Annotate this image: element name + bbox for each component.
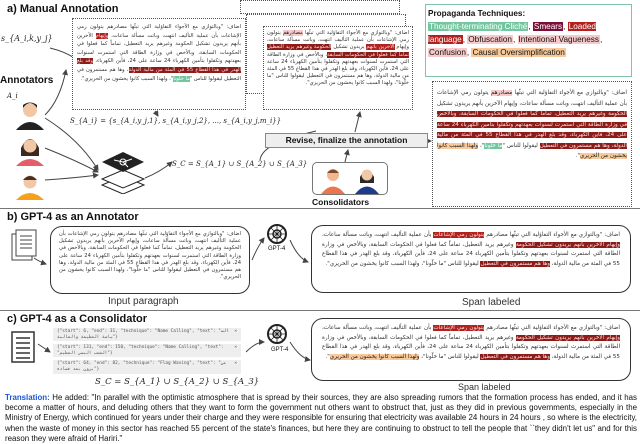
text-span: يريدون تشكيل [331,44,367,51]
highlighted-span: وها هم مستمرون في التعطيل [480,260,550,267]
span-labeled-label-c: Span labeled [458,382,511,392]
highlighted-span: وها هم مستمرون في التعطيل [480,353,550,360]
text-span: اضاف: "وبالتوازي مع الأجواء التفاؤلية التي تبثّها مصادرهم يتولون رمي الإشاعات بأن عملية التأليف انتهت، وباتت مسألة ساعات، وإيهام الآخرين بأنهم يريدون تشكيل الحكومة وغيرهم يريد التعطيل، تماماً كما فعلوا في الحكومات السابقة، وبالأخص في وزارة الطاقة التي استمرت لسنوات بعهدتهم وتكفلوا بتأمين الكهرباء 24 ساعة على 24، فأين الكهرباء، وقد بلغ الهدر في هذا القطاع 55 في المئة من مالية الدولة، وها هم مستمرون في التعطيل ليقولوا للناس "ما خلّونا"، ولهذا السبب كانوا يخشون من الحريري". [59,231,241,281]
highlighted-span: وإيهام الآخرين بأنهم يريدون تشكيل الحكومة [515,334,620,341]
section-b-title: b) GPT-4 as an Annotator [7,211,139,223]
divider-a-b [0,208,640,209]
text-span: ليقولوا للناس "ما خلّونا"، ولهذا السبب كانوا يخشون من الحريري". [325,260,481,267]
text-span: بأن عملية التأليف انتهت، وباتت مسألة ساعات، [322,325,434,331]
legend-item: Intentional Vagueness [518,35,599,44]
json-span-text: {"start": 6, "end": 31, "technique": "Name Calling", "text": "السياسة العظيمة والعالية"} [57,329,229,340]
highlighted-span: ولهذا السبب كانوا يخشون من الحريري [437,142,627,159]
legend-title: Propaganda Techniques: [428,9,526,18]
section-a-title: a) Manual Annotation [7,3,119,15]
span-variable: s_{A_i,k,y_j} [1,34,53,43]
json-span-entry [53,360,241,373]
divider-b-c [0,310,640,311]
annotator-avatar-2 [16,139,44,166]
text-span: يتولون رمي الإشاعات بأن عملية التأليف انتهت، وباتت مسألة ساعات، وإيهام [267,30,409,51]
highlighted-span: الآخرين بأنهم [366,44,395,51]
text-span: "، [478,142,485,149]
consolidators-box [312,162,388,195]
text-span: ". [325,353,330,360]
text-span: اضاف: "وبالتوازي مع الأجواء التفاؤلية التي تبثّها مصادرهم يتولون رمي الإشاعات بأن عملية التأليف انتهت، وباتت مسألة ساعات، [77,24,241,39]
highlighted-span: وقد بلغ الهدر في هذا القطاع 55 في المئة من مالية الدولة [77,58,241,73]
translation-label: Translation: [5,393,50,402]
annotator-avatar-1 [16,103,44,131]
text-span: اضاف: "وبالتوازي مع الأجواء التفاؤلية التي تبثّها [302,30,409,36]
annotator-1-paragraph [72,18,246,110]
json-span-entry [53,328,241,341]
legend-item: Causal Oversimplification [472,48,565,57]
highlighted-span: وإيهام [95,32,109,39]
span-labeled-label-b: Span labeled [462,297,521,308]
annotator-variable: A_i [7,92,18,100]
highlighted-span: الحكومة وغيرهم يريد التعطيل، تماماً كما فعلوا في الحكومات السابقة، وبالأخص في وزارة الطاقة التي استمرت لسنوات بعهدتهم وتكفلوا بتأمين الكهرباء 24 ساعة على 24، فأين الكهرباء، وقد بلغ الهدر في هذا القطاع 55 في المئة من مالية الدولة، وها هم مستمرون في التعطيل [437,111,627,149]
translation-body: He added: "In parallel with the optimistic atmosphere that is spread by their sources, they are also spreading rumors that the formation process has ended, and it has become a matter of hours, and deluding others that they want to form the government nut others want to obstruct that, just as they did in previous governments, especially in the Ministry of Energy, which continued for years under their charge and they were responsible for ensuring that electricity was available 24 hours in 24 hours , so where is the electricity, when the waste of money in this sector has reached 55 percent of the state's finances, but here they are continuing to obstruct to tell the people that ``they didn't let us" and for this reason they were afraid of Hariri." [5,393,637,443]
remove-icon: × [234,361,237,367]
propaganda-techniques-legend [425,4,632,77]
legend-item: Confusion [429,48,466,57]
highlighted-span: مصادرهم [490,90,513,96]
union-formula-c: S_C = S_{A_1} ∪ S_{A_2} ∪ S_{A_3} [95,377,260,387]
json-span-list [53,328,241,377]
gpt4-label-b: GPT-4 [268,246,286,252]
union-formula: S_C = S_{A_1} ∪ S_{A_2} ∪ S_{A_3} [172,160,308,168]
consolidator-avatars [313,163,389,196]
consolidators-label: Consolidators [312,197,370,207]
highlighted-span: ولهذا السبب كانوا يخشون من الحريري [329,353,420,360]
highlighted-span: ما خلّونا [484,142,503,149]
openai-logo-icon [268,225,286,243]
input-paragraph-box [50,226,250,294]
text-span: وغيرهم يريد التعطيل، تماماً كما فعلوا في الحكومات السابقة، وبالأخص في وزارة الطاقة التي استمرت لسنوات بعهدتهم وتكفلوا بتأمين الكهرباء 24 ساعة على 24، فأين الكهرباء، وقد بلغ الهدر في هذا القطاع 55 في المئة من مالية الدولة، [322,334,621,360]
text-span: اضاف: "وبالتوازي مع الأجواء التفاؤلية التي تبثّها مصادرهم [484,325,620,331]
highlighted-span: الحكومة وغيرهم يريد التعطيل تماماً كما فعلوا في الحكومات السابقة [267,44,409,58]
merge-layers-icon [100,148,146,194]
highlighted-span: يتولون رمي الإشاعات [433,232,485,238]
text-span: الآخرين بأنهم يريدون تشكيل الحكومة وغيرهم يريد التعطيل، تماماً كما فعلوا في الحكومات السابقة، وبالأخص في وزارة الطاقة التي استمرت لسنوات بعهدتهم وتكفلوا بتأمين الكهرباء 24 ساعة على 24، فأين الكهرباء، [77,32,241,65]
legend-item: Obfuscation [468,35,512,44]
annotators-label: Annotators [0,75,54,86]
annotator-avatar-3 [16,176,44,201]
highlighted-span: ما خلّونا [173,75,190,82]
highlighted-span: مصادرهم [282,30,303,36]
remove-icon: × [234,345,237,351]
legend-item: Smears [533,22,563,31]
text-span: بأن عملية التأليف انتهت، وباتت مسألة ساعات، [322,232,434,238]
text-span: اضاف: "وبالتوازي مع الأجواء التفاؤلية التي تبثّها مصادرهم [484,232,620,238]
span-labeled-box-b [311,225,631,293]
text-span: ، وها هم مستمرون في التعطيل ليقولوا للناس " [77,66,241,82]
annotator-span-set-formula: S_{A_i} = {s_{A_i,y_j,1}, s_{A_i,y_j,2}, ..., s_{A_i,y_j,m_i}} [70,117,282,125]
text-span: اضاف: "وبالتوازي مع الأجواء التفاؤلية التي تبثّها [512,90,627,96]
json-span-text: {"start": 64, "end": 82, "technique": "Flag Waving", "text": "من يرون بعد فساده"} [57,361,227,372]
text-span: ليقولوا للناس "ما خلّونا"، [419,353,481,360]
text-span: وغيرهم يريد التعطيل، تماماً كما فعلوا في الحكومات السابقة، وبالأخص في وزارة الطاقة التي استمرت لسنوات بعهدتهم وتكفلوا بتأمين الكهرباء 24 ساعة على 24، فأين الكهرباء، وقد بلغ الهدر في هذا القطاع 55 في المئة من مالية الدولة، [322,241,621,267]
translation-text [5,393,637,444]
annotator-avatars [12,100,48,200]
highlighted-span: وإيهام الآخرين بأنهم يريدون تشكيل الحكومة [515,241,620,248]
json-span-entry [53,344,241,357]
json-span-text: {"start": 131, "end": 150, "technique": "Name Calling", "text": "الشعب البسي العظيم"} [57,345,224,356]
text-span: ليقولوا للناس " [502,142,540,149]
document-icon [10,228,50,268]
annotation-sheet-back-1 [240,0,400,14]
legend-items: Thought-terminating Cliché, Smears, Loaded language, Obfuscation, Intentional Vagueness, Confusion, Causal Oversimplification [428,22,603,57]
text-span: ، وبالأخص في وزارة الطاقة التي استمرت لسنوات بعهدتهم وتكفلوا بتأمين الكهرباء 24 ساعة على 24، فأين الكهرباء، وقد بلغ الهدر في هذا القطاع 55 في المئة من مالية الدولة، وها هم مستمرون في التعطيل ليقولوا للناس "ما خلّونا"، ولهذا السبب كانوا يخشون من الحريري". [267,51,409,87]
gpt4-label-c: GPT-4 [271,347,289,353]
legend-item: Loaded language [428,22,596,44]
input-paragraph-label: Input paragraph [108,296,179,307]
text-span: ". [575,153,581,159]
text-span: "، ولهذا السبب كانوا يخشون من الحريري". [80,75,174,82]
openai-logo-icon [268,325,286,343]
highlighted-span: يتولون رمي الإشاعات [433,325,485,331]
text-span: يتولون رمي الإشاعات بأن عملية التأليف انتهت، وباتت مسألة ساعات، وإيهام الآخرين بأنهم يريدون تشكيل [437,90,627,107]
remove-icon: × [234,329,237,334]
legend-item: Thought-terminating Cliché [429,22,528,31]
final-annotation-paragraph [432,81,632,207]
revise-annotation-step: Revise, finalize the annotation [265,133,428,148]
section-c-title: c) GPT-4 as a Consolidator [7,313,147,325]
span-labeled-box-c [311,318,631,381]
annotator-2-paragraph [263,26,413,110]
table-document-icon [10,330,54,366]
